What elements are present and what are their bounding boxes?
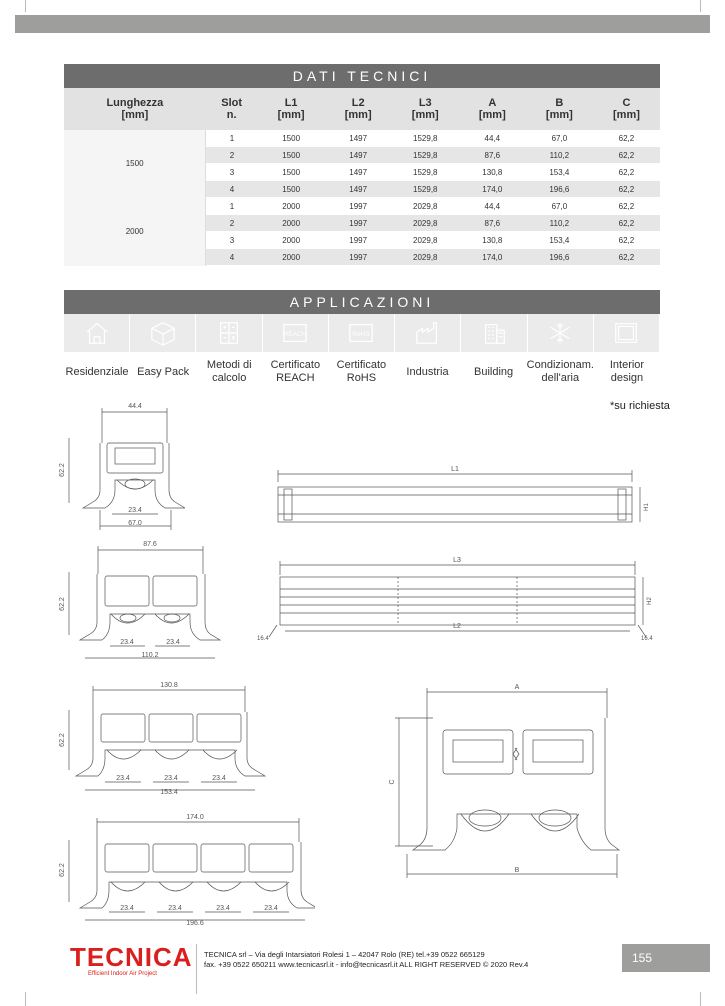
application-icon-cell	[329, 314, 395, 352]
application-label: Condizionam. dell'aria	[526, 359, 594, 384]
specs-table	[64, 88, 660, 266]
badge-text: REACH	[283, 330, 307, 338]
dim-a: A	[514, 684, 520, 691]
badge-text: RoHS	[352, 330, 371, 338]
col-header	[258, 88, 325, 130]
reach-icon	[278, 319, 312, 347]
table-cell: 130,8	[459, 164, 526, 181]
dim-bottom: 196.6	[186, 920, 204, 927]
table-row	[64, 130, 660, 147]
col-header-label: L3	[418, 97, 432, 109]
specs-title: DATI TECNICI	[64, 64, 660, 88]
calculator-icon	[212, 319, 246, 347]
table-cell: 2029,8	[392, 215, 459, 232]
dim-slot: 23.4	[128, 507, 142, 514]
table-cell: 2029,8	[392, 249, 459, 266]
dim-slot: 23.4	[264, 905, 278, 912]
table-cell: 67,0	[526, 130, 593, 147]
col-header	[64, 88, 206, 130]
dim-slot: 23.4	[120, 639, 134, 646]
table-cell: 62,2	[593, 232, 660, 249]
table-cell: 1529,8	[392, 130, 459, 147]
col-header-label: A	[488, 97, 497, 109]
application-label: Industria	[406, 365, 449, 378]
col-header-unit: [mm]	[411, 109, 439, 121]
crop-mark	[25, 0, 26, 12]
crop-mark	[25, 992, 26, 1006]
dim-slot: 23.4	[212, 775, 226, 782]
table-cell: 1529,8	[392, 164, 459, 181]
table-cell: 1497	[325, 164, 392, 181]
table-cell: 153,4	[526, 164, 593, 181]
applications-grid	[64, 314, 660, 392]
table-cell: 62,2	[593, 164, 660, 181]
dim-length-inner: L2	[453, 623, 461, 630]
footer-divider	[196, 944, 197, 994]
profile-drawing-4slot	[55, 812, 315, 927]
table-cell: 4	[206, 181, 258, 198]
table-cell: 44,4	[459, 198, 526, 215]
length-cell: 2000	[64, 198, 206, 266]
crop-mark	[700, 992, 701, 1006]
table-cell: 2029,8	[392, 232, 459, 249]
col-header-label: L1	[284, 97, 298, 109]
on-request-note: *su richiesta	[610, 400, 670, 412]
box-icon	[146, 319, 180, 347]
table-cell: 2029,8	[392, 198, 459, 215]
snowflake-icon	[543, 319, 577, 347]
col-header-unit: [mm]	[344, 109, 372, 121]
dim-top: 174.0	[186, 814, 204, 821]
tecnica-logo	[70, 944, 193, 977]
logo-brand: TECNICA	[70, 942, 193, 972]
top-bar	[15, 15, 710, 33]
rohs-icon	[344, 319, 378, 347]
table-cell: 174,0	[459, 249, 526, 266]
table-cell: 87,6	[459, 215, 526, 232]
table-cell: 2	[206, 215, 258, 232]
table-cell: 1500	[258, 181, 325, 198]
dim-c: C	[389, 779, 396, 785]
table-cell: 110,2	[526, 147, 593, 164]
table-cell: 2000	[258, 198, 325, 215]
table-cell: 2000	[258, 232, 325, 249]
col-header-unit: [mm]	[613, 109, 640, 121]
application-icon-cell	[130, 314, 196, 352]
application-label: Certificato RoHS	[336, 359, 387, 384]
crop-mark	[700, 0, 701, 12]
table-cell: 2000	[258, 249, 325, 266]
dim-slot: 23.4	[120, 905, 134, 912]
table-cell: 1500	[258, 130, 325, 147]
table-cell: 1	[206, 198, 258, 215]
dim-height: 62.2	[59, 463, 66, 477]
table-cell: 1500	[258, 147, 325, 164]
dim-bottom: 67.0	[128, 520, 142, 527]
page-number: 155	[622, 944, 710, 972]
col-header-unit: [mm]	[121, 109, 149, 121]
table-cell: 44,4	[459, 130, 526, 147]
table-cell: 4	[206, 249, 258, 266]
dim-slot: 23.4	[164, 775, 178, 782]
table-cell: 1997	[325, 232, 392, 249]
frame-icon	[609, 319, 643, 347]
applications-title: APPLICAZIONI	[64, 290, 660, 314]
application-icon-cell	[461, 314, 527, 352]
length-cell: 1500	[64, 130, 206, 198]
application-label: Building	[474, 365, 514, 378]
dim-bottom: 110.2	[141, 652, 159, 659]
table-cell: 62,2	[593, 215, 660, 232]
col-header-label: Slot	[221, 97, 243, 109]
application-icon-cell	[395, 314, 461, 352]
dim-length: L1	[451, 466, 459, 473]
col-header	[459, 88, 526, 130]
table-cell: 67,0	[526, 198, 593, 215]
col-header	[526, 88, 593, 130]
dim-bottom: 153.4	[160, 789, 178, 796]
dim-edge-left: 16.4	[257, 636, 269, 642]
application-icon-cell	[64, 314, 130, 352]
dim-height: 62.2	[59, 863, 66, 877]
table-cell: 1497	[325, 147, 392, 164]
table-cell: 110,2	[526, 215, 593, 232]
application-label: Metodi di calcolo	[206, 359, 252, 384]
table-cell: 1997	[325, 215, 392, 232]
col-header-label: Lunghezza	[106, 97, 164, 109]
dim-top: 87.6	[143, 541, 157, 548]
col-header-label: L2	[351, 97, 365, 109]
dim-slot: 23.4	[168, 905, 182, 912]
dim-top: 44.4	[128, 403, 142, 410]
dim-b: B	[514, 867, 520, 874]
application-icon-cell	[263, 314, 329, 352]
profile-detail-drawing	[385, 678, 640, 883]
col-header-label: C	[622, 97, 631, 109]
col-header	[206, 88, 258, 130]
side-view-l3	[255, 553, 660, 645]
table-cell: 1	[206, 130, 258, 147]
table-cell: 1500	[258, 164, 325, 181]
table-cell: 174,0	[459, 181, 526, 198]
table-cell: 3	[206, 164, 258, 181]
house-icon	[80, 319, 114, 347]
table-row	[64, 198, 660, 215]
factory-icon	[411, 319, 445, 347]
dim-height: 62.2	[59, 733, 66, 747]
application-label: Residenziale	[65, 365, 129, 378]
table-cell: 87,6	[459, 147, 526, 164]
col-header-label: B	[555, 97, 564, 109]
col-header	[392, 88, 459, 130]
table-cell: 1497	[325, 181, 392, 198]
table-cell: 1497	[325, 130, 392, 147]
col-header	[325, 88, 392, 130]
profile-drawing-2slot	[55, 540, 245, 665]
table-cell: 1997	[325, 249, 392, 266]
dim-slot: 23.4	[116, 775, 130, 782]
footer-line-1: TECNICA srl – Via degli Intarsiatori Rolesi 1 – 42047 Rolo (RE) tel.+39 0522 665129	[204, 950, 485, 959]
dim-height: 62.2	[59, 597, 66, 611]
dim-length: L3	[453, 557, 461, 564]
building-icon	[477, 319, 511, 347]
table-cell: 62,2	[593, 198, 660, 215]
dim-slot: 23.4	[166, 639, 180, 646]
application-label: Certificato REACH	[270, 359, 321, 384]
col-header-unit: [mm]	[545, 109, 573, 121]
table-cell: 62,2	[593, 249, 660, 266]
footer-line-2: fax. +39 0522 650211 www.tecnicasrl.it - info@tecnicasrl.it ALL RIGHT RESERVED © 2020 Rev.4	[204, 960, 529, 969]
profile-drawing-1slot	[55, 398, 185, 533]
col-header	[593, 88, 660, 130]
application-icon-cell	[594, 314, 660, 352]
table-cell: 1529,8	[392, 147, 459, 164]
table-cell: 196,6	[526, 181, 593, 198]
dim-height: H1	[644, 503, 650, 511]
table-cell: 1529,8	[392, 181, 459, 198]
table-cell: 3	[206, 232, 258, 249]
col-header-unit: [mm]	[277, 109, 305, 121]
logo-tagline: Efficient Indoor Air Project	[88, 971, 157, 977]
application-label: Interior design	[609, 359, 645, 384]
table-cell: 2	[206, 147, 258, 164]
application-icon-cell	[196, 314, 262, 352]
dim-slot: 23.4	[216, 905, 230, 912]
table-cell: 153,4	[526, 232, 593, 249]
table-cell: 2000	[258, 215, 325, 232]
table-cell: 62,2	[593, 181, 660, 198]
table-cell: 62,2	[593, 130, 660, 147]
table-cell: 62,2	[593, 147, 660, 164]
dim-height: H2	[647, 597, 653, 605]
application-label: Easy Pack	[137, 365, 190, 378]
side-view-l1	[270, 462, 660, 528]
dim-top: 130.8	[160, 682, 178, 689]
col-header-unit: [mm]	[478, 109, 506, 121]
dim-edge-right: 16.4	[641, 636, 653, 642]
table-cell: 196,6	[526, 249, 593, 266]
application-icon-cell	[528, 314, 594, 352]
table-cell: 130,8	[459, 232, 526, 249]
col-header-unit: n.	[226, 109, 237, 121]
profile-drawing-3slot	[55, 678, 270, 798]
table-cell: 1997	[325, 198, 392, 215]
footer-contact	[204, 950, 528, 970]
